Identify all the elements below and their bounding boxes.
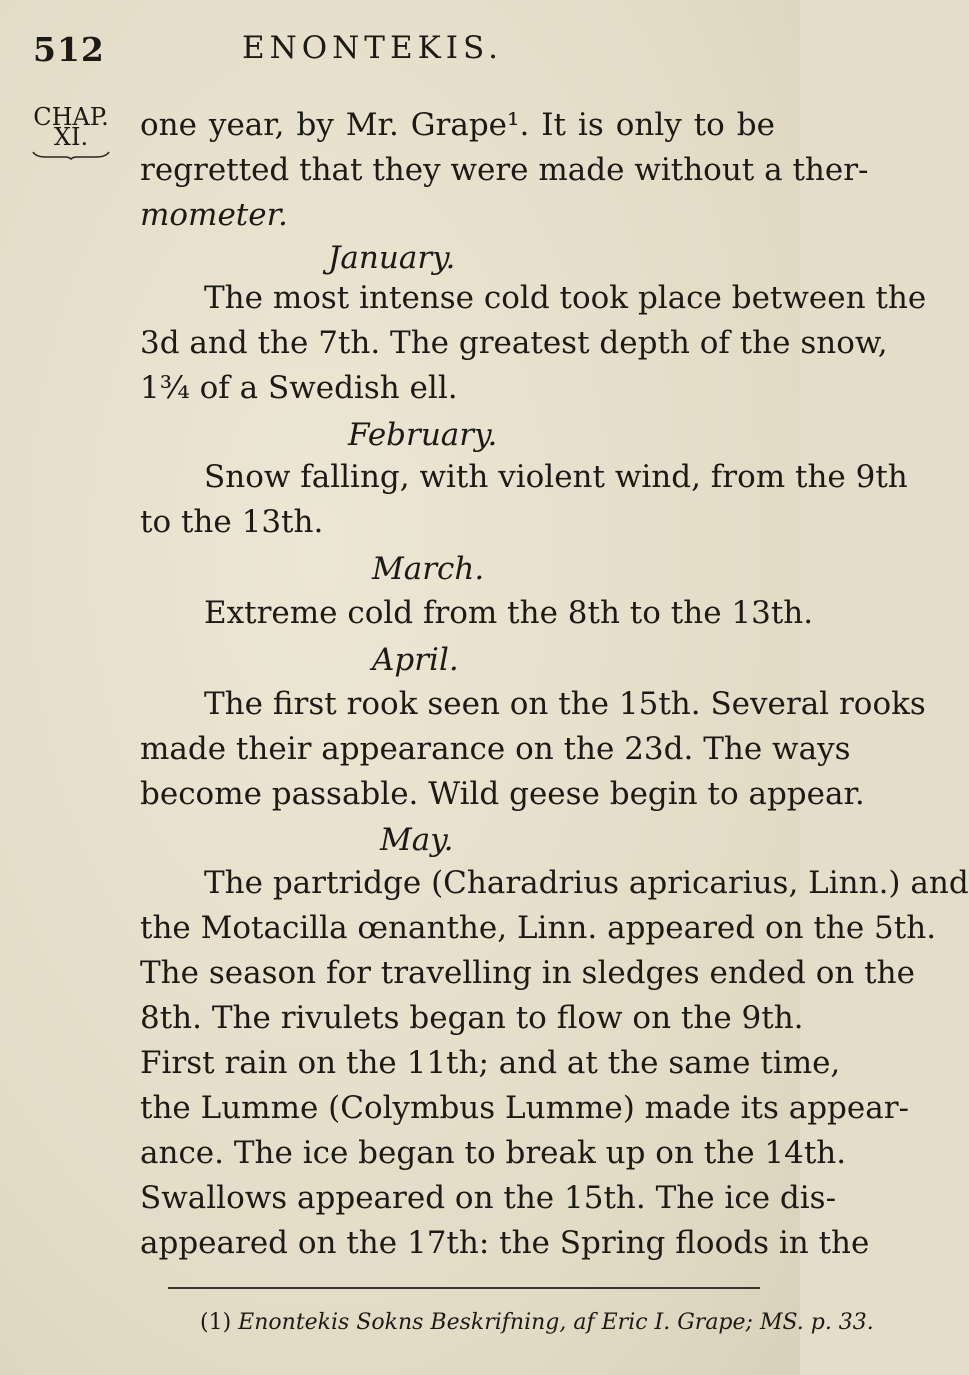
month-heading-may: May.	[380, 822, 454, 858]
text-line: regretted that they were made without a ther-	[140, 152, 869, 188]
chapter-label: CHAP.	[33, 103, 109, 131]
brace-ornament	[32, 150, 110, 160]
footnote-marker: (1)	[200, 1310, 232, 1335]
text-line: The most intense cold took place between the	[204, 280, 927, 316]
text-line: The partridge (Charadrius apricarius, Linn.) and	[204, 865, 969, 901]
footnote-rule	[168, 1287, 760, 1289]
chapter-number: XI.	[53, 123, 89, 151]
footnote-text: Enontekis Sokns Beskrifning, af Eric I. Grape; MS. p. 33.	[238, 1310, 874, 1335]
text-line: Swallows appeared on the 15th. The ice dis-	[140, 1180, 837, 1216]
text-line: 1¾ of a Swedish ell.	[140, 370, 458, 406]
text-line: mometer.	[140, 197, 288, 233]
text-line: 3d and the 7th. The greatest depth of the snow,	[140, 325, 888, 361]
text-line: appeared on the 17th: the Spring floods in the	[140, 1225, 870, 1261]
month-heading-january: January.	[328, 240, 456, 276]
text-line: the Motacilla œnanthe, Linn. appeared on the 5th.	[140, 910, 937, 946]
month-heading-april: April.	[372, 642, 459, 678]
month-heading-february: February.	[348, 417, 498, 453]
text-line: the Lumme (Colymbus Lumme) made its appear-	[140, 1090, 910, 1126]
month-heading-march: March.	[372, 551, 485, 587]
page-header	[0, 30, 800, 70]
text-line: The season for travelling in sledges ended on the	[140, 955, 915, 991]
text-line: 8th. The rivulets began to flow on the 9th.	[140, 1000, 804, 1036]
text-line: become passable. Wild geese begin to appear.	[140, 776, 865, 812]
page-number: 512	[33, 30, 105, 69]
text-line: ance. The ice began to break up on the 14th.	[140, 1135, 847, 1171]
text-line: The first rook seen on the 15th. Several rooks	[204, 686, 926, 722]
chapter-margin-note	[32, 103, 110, 151]
text-line: one year, by Mr. Grape¹. It is only to be	[140, 107, 775, 143]
running-title: ENONTEKIS.	[242, 30, 503, 66]
text-line: First rain on the 11th; and at the same time,	[140, 1045, 841, 1081]
text-line: Extreme cold from the 8th to the 13th.	[204, 595, 814, 631]
text-line: to the 13th.	[140, 504, 324, 540]
text-line: Snow falling, with violent wind, from the 9th	[204, 459, 908, 495]
text-line: made their appearance on the 23d. The ways	[140, 731, 851, 767]
footnote	[200, 1310, 874, 1335]
